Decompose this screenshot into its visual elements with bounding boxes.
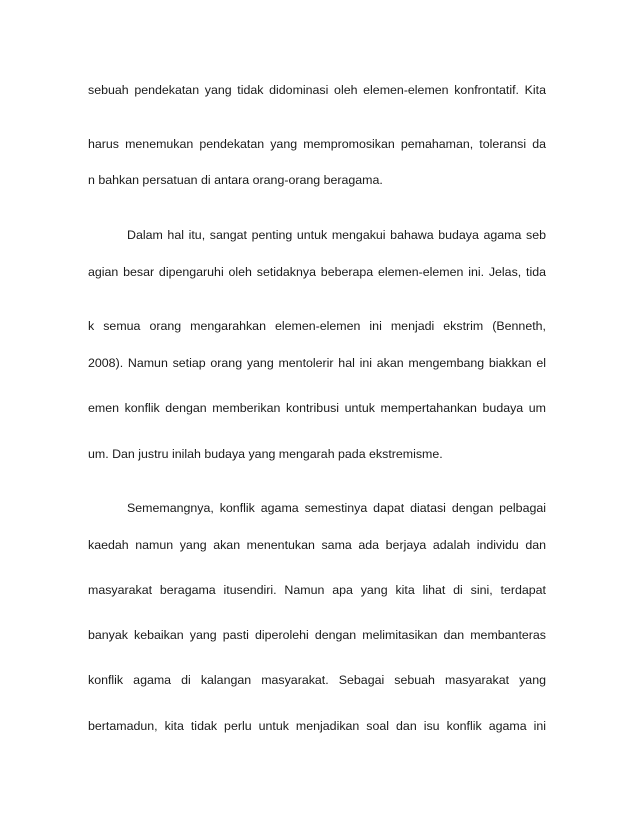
- paragraph-2-line-4: 2008). Namun setiap orang yang mentolerir hal ini akan mengembang biakkan el: [88, 356, 546, 370]
- paragraph-2-line-2: agian besar dipengaruhi oleh setidaknya beberapa elemen-elemen ini. Jelas, tida: [88, 265, 546, 279]
- paragraph-3-line-1: Sememangnya, konflik agama semestinya dapat diatasi dengan pelbagai: [127, 501, 546, 515]
- paragraph-2-line-6: um. Dan justru inilah budaya yang mengarah pada ekstremisme.: [88, 447, 443, 461]
- paragraph-2-line-3: k semua orang mengarahkan elemen-elemen ini menjadi ekstrim (Benneth,: [88, 319, 546, 333]
- paragraph-3-line-5: konflik agama di kalangan masyarakat. Sebagai sebuah masyarakat yang: [88, 673, 546, 687]
- paragraph-3-line-2: kaedah namun yang akan menentukan sama ada berjaya adalah individu dan: [88, 538, 546, 552]
- paragraph-1-line-2: harus menemukan pendekatan yang mempromosikan pemahaman, toleransi da: [88, 137, 546, 151]
- paragraph-1-line-1: sebuah pendekatan yang tidak didominasi oleh elemen-elemen konfrontatif. Kita: [88, 83, 546, 97]
- paragraph-2-line-5: emen konflik dengan memberikan kontribusi untuk mempertahankan budaya um: [88, 401, 546, 415]
- paragraph-3-line-3: masyarakat beragama itusendiri. Namun apa yang kita lihat di sini, terdapat: [88, 583, 546, 597]
- paragraph-3-line-6: bertamadun, kita tidak perlu untuk menjadikan soal dan isu konflik agama ini: [88, 719, 546, 733]
- paragraph-1-line-3: n bahkan persatuan di antara orang-orang beragama.: [88, 173, 383, 187]
- paragraph-2-line-1: Dalam hal itu, sangat penting untuk mengakui bahawa budaya agama seb: [127, 228, 546, 242]
- paragraph-3-line-4: banyak kebaikan yang pasti diperolehi dengan melimitasikan dan membanteras: [88, 628, 546, 642]
